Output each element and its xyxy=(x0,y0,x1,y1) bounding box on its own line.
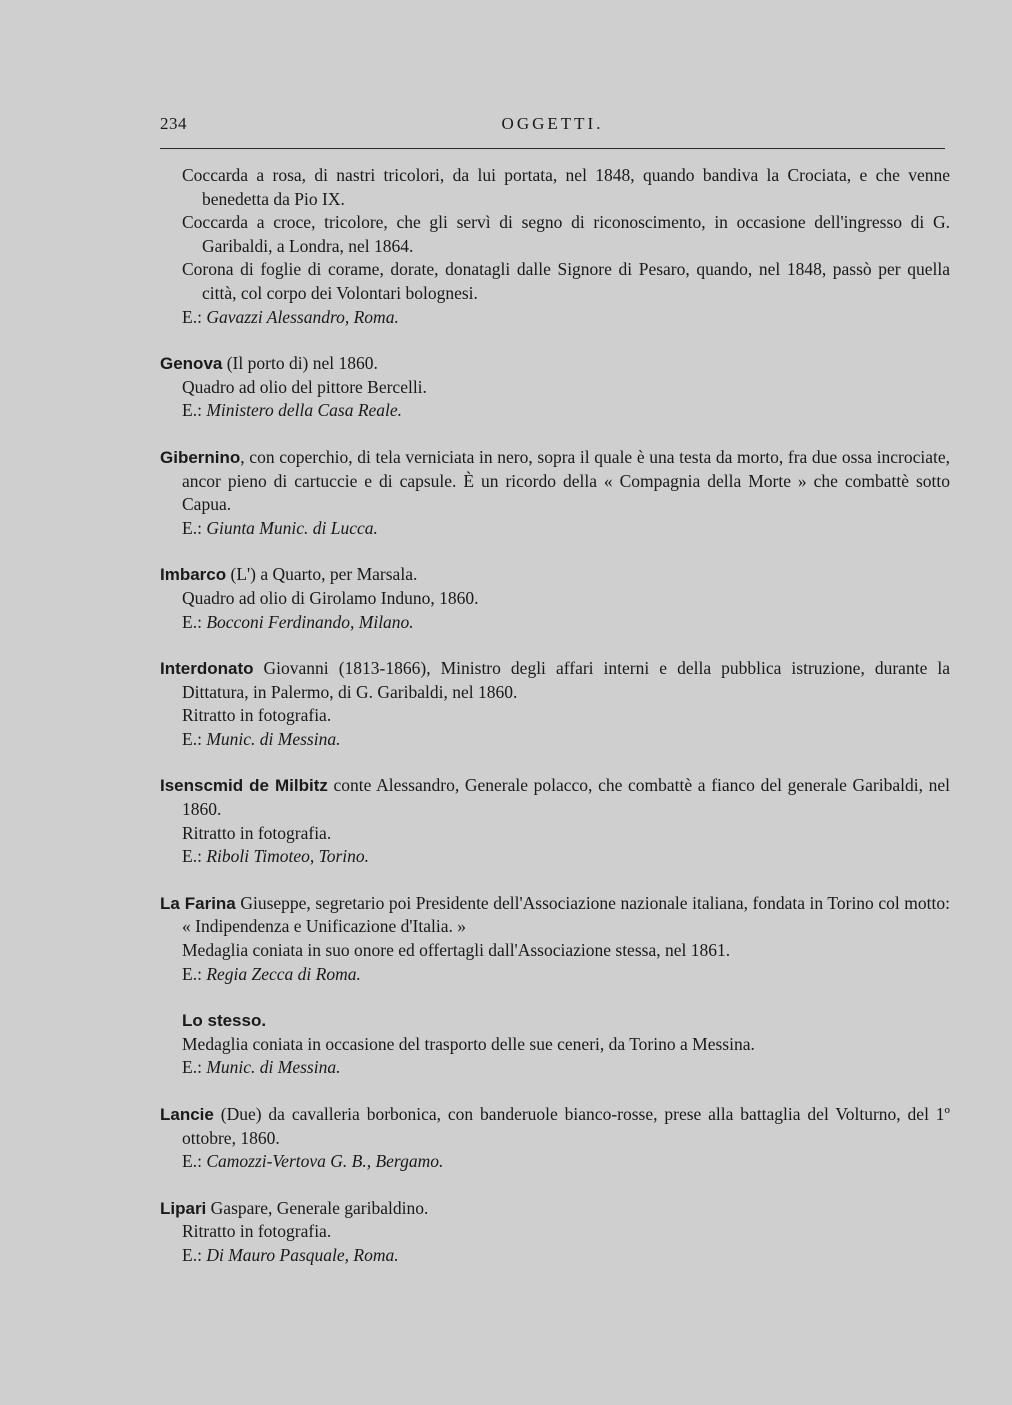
entry-heading xyxy=(160,892,950,939)
exhibitor-name: Regia Zecca di Roma. xyxy=(206,963,361,984)
entry-lo-stesso xyxy=(160,1009,950,1080)
headword: Lancie xyxy=(160,1105,214,1124)
exhibitor-name: Gavazzi Alessandro, Roma. xyxy=(206,306,399,327)
entry-heading xyxy=(160,446,950,517)
entry-text: conte Alessandro, Generale polacco, che combattè a fianco del generale Garibaldi, nel 1860. xyxy=(182,775,950,820)
running-head xyxy=(160,114,945,142)
item-line: Medaglia coniata in suo onore ed offertagli dall'Associazione stessa, nel 1861. xyxy=(182,940,731,961)
exhibitor-label: E.: xyxy=(182,611,202,632)
exhibitor-line xyxy=(160,728,950,752)
entry-list xyxy=(160,164,950,1291)
exhibitor-line xyxy=(160,1150,950,1174)
headword: Interdonato xyxy=(160,659,254,679)
item-line: Medaglia coniata in occasione del trasporto delle sue ceneri, da Torino a Messina. xyxy=(182,1033,755,1054)
entry-heading xyxy=(160,1197,950,1221)
entry-heading xyxy=(160,774,950,821)
entry-lancie xyxy=(160,1103,950,1174)
exhibitor-line xyxy=(160,517,950,541)
exhibitor-label: E.: xyxy=(182,306,202,327)
exhibitor-name: Giunta Munic. di Lucca. xyxy=(206,517,378,538)
exhibitor-label: E.: xyxy=(182,1244,202,1265)
headword: Lipari xyxy=(160,1198,207,1218)
entry-imbarco xyxy=(160,563,950,634)
entry-isenscmid xyxy=(160,774,950,868)
item-line: Ritratto in fotografia. xyxy=(182,705,332,726)
exhibitor-name: Camozzi-Vertova G. B., Bergamo. xyxy=(206,1151,444,1172)
entry-la-farina xyxy=(160,892,950,986)
headword: Genova xyxy=(160,354,223,374)
entry-lipari xyxy=(160,1197,950,1268)
exhibitor-name: Munic. di Messina. xyxy=(206,1057,341,1078)
header-rule xyxy=(160,148,945,149)
entry-text: (Il porto di) nel 1860. xyxy=(222,353,378,374)
item-line: Quadro ad olio del pittore Bercelli. xyxy=(182,376,427,397)
entry-text: (L') a Quarto, per Marsala. xyxy=(226,564,418,585)
exhibitor-label: E.: xyxy=(182,1151,202,1172)
exhibitor-label: E.: xyxy=(182,728,202,749)
item-line: Coccarda a rosa, di nastri tricolori, da lui portata, nel 1848, quando bandiva la Crociata, e che venne benedetta da Pio IX. xyxy=(182,165,950,209)
entry-heading xyxy=(160,657,950,704)
exhibitor-line xyxy=(160,306,950,330)
entry-heading xyxy=(160,352,950,376)
exhibitor-label: E.: xyxy=(182,1057,202,1078)
entry-heading xyxy=(160,1009,950,1033)
exhibitor-label: E.: xyxy=(182,517,202,538)
item-line: Coccarda a croce, tricolore, che gli servì di segno di riconoscimento, in occasione dell'ingresso di G. Garibaldi, a Londra, nel 1864. xyxy=(182,212,950,256)
entry-heading xyxy=(160,1103,950,1150)
headword: Lo stesso. xyxy=(182,1011,267,1031)
exhibitor-line xyxy=(160,611,950,635)
exhibitor-line xyxy=(160,1244,950,1268)
exhibitor-label: E.: xyxy=(182,846,202,867)
entry-interdonato xyxy=(160,657,950,751)
entry-heading xyxy=(160,563,950,587)
item-line: Ritratto in fotografia. xyxy=(182,822,332,843)
entry-genova xyxy=(160,352,950,423)
headword: La Farina xyxy=(160,893,236,913)
exhibitor-line xyxy=(160,845,950,869)
entry-gavazzi-items xyxy=(160,164,950,329)
exhibitor-name: Ministero della Casa Reale. xyxy=(206,400,403,421)
exhibitor-line xyxy=(160,1056,950,1080)
entry-text: Gaspare, Generale garibaldino. xyxy=(206,1197,429,1218)
exhibitor-label: E.: xyxy=(182,400,202,421)
exhibitor-label: E.: xyxy=(182,963,202,984)
exhibitor-line xyxy=(160,963,950,987)
item-line: Corona di foglie di corame, dorate, donatagli dalle Signore di Pesaro, quando, nel 1848, passò per quella città, col corpo dei Volontari bolognesi. xyxy=(182,259,950,303)
headword: Gibernino xyxy=(160,447,241,467)
entry-text: Giovanni (1813-1866), Ministro degli affari interni e della pubblica istruzione, durante la Dittatura, in Palermo, di G. Garibaldi, nel 1860. xyxy=(182,658,950,702)
item-line: Quadro ad olio di Girolamo Induno, 1860. xyxy=(182,587,479,608)
entry-text: (Due) da cavalleria borbonica, con banderuole bianco-rosse, prese alla battaglia del Volturno, del 1º ottobre, 1860. xyxy=(182,1104,950,1148)
page-number: 234 xyxy=(160,114,187,133)
entry-text: , con coperchio, di tela verniciata in nero, sopra il quale è una testa da morto, fra due ossa incrociate, ancor pieno di cartuccie e di capsule. È un ricordo della « Compagnia della Morte » che combattè sotto Capua. xyxy=(182,446,950,515)
exhibitor-name: Di Mauro Pasquale, Roma. xyxy=(206,1244,399,1265)
section-title: OGGETTI. xyxy=(501,114,604,133)
exhibitor-line xyxy=(160,399,950,423)
entry-gibernino xyxy=(160,446,950,540)
entry-text: Giuseppe, segretario poi Presidente dell'Associazione nazionale italiana, fondata in Torino col motto: « Indipendenza e Unificazione d'Italia. » xyxy=(182,892,950,937)
exhibitor-name: Bocconi Ferdinando, Milano. xyxy=(206,611,414,632)
headword: Isenscmid de Milbitz xyxy=(160,776,328,796)
exhibitor-name: Riboli Timoteo, Torino. xyxy=(206,846,370,867)
exhibitor-name: Munic. di Messina. xyxy=(206,728,341,749)
item-line: Ritratto in fotografia. xyxy=(182,1221,332,1242)
headword: Imbarco xyxy=(160,565,227,585)
